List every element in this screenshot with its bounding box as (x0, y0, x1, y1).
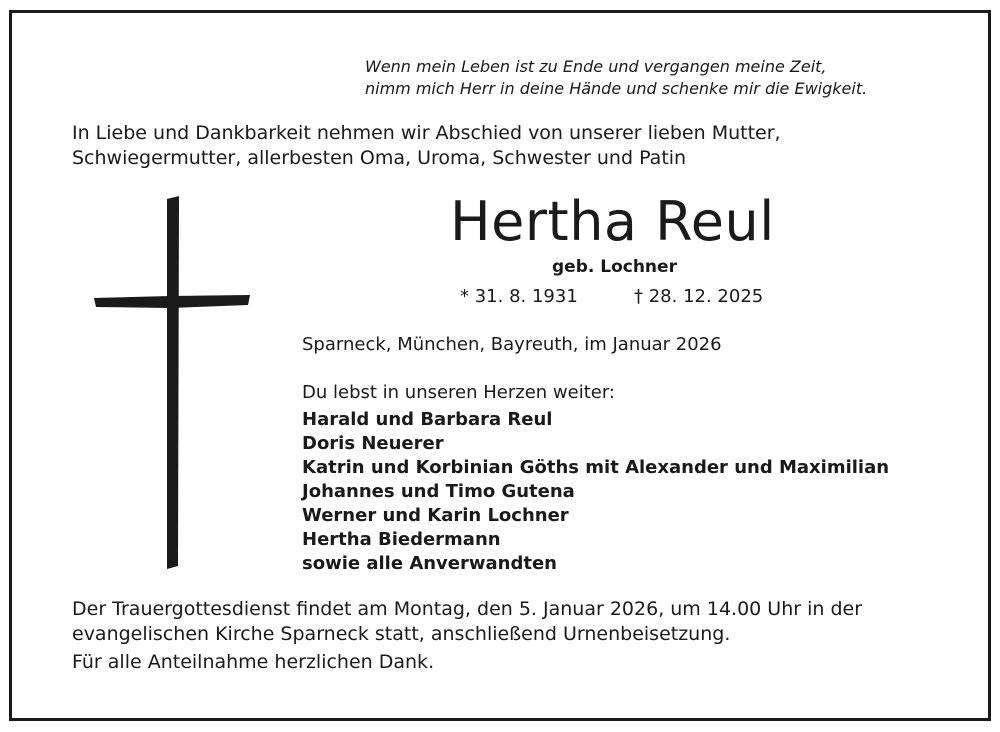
intro-text (72, 121, 781, 171)
place-date: Sparneck, München, Bayreuth, im Januar 2026 (302, 334, 722, 355)
service-info (72, 597, 862, 647)
intro-line-2: Schwiegermutter, allerbesten Oma, Uroma, Schwester und Patin (72, 147, 687, 169)
death-date: † 28. 12. 2025 (634, 286, 764, 307)
mourner-item: Werner und Karin Lochner (302, 505, 569, 526)
deceased-name: Hertha Reul (450, 190, 775, 253)
cross-icon (90, 194, 256, 574)
mourner-item: Doris Neuerer (302, 433, 444, 454)
service-line-2: evangelischen Kirche Sparneck statt, anschließend Urnenbeisetzung. (72, 623, 731, 645)
mourners-list (302, 408, 889, 576)
quote-block (365, 56, 867, 100)
birth-date: * 31. 8. 1931 (460, 286, 578, 307)
mourner-item: sowie alle Anverwandten (302, 553, 557, 574)
service-line-1: Der Trauergottesdienst findet am Montag, den 5. Januar 2026, um 14.00 Uhr in der (72, 598, 863, 620)
quote-line-2: nimm mich Herr in deine Hände und schenke mir die Ewigkeit. (365, 79, 868, 98)
mourner-item: Johannes und Timo Gutena (302, 481, 575, 502)
mourner-item: Katrin und Korbinian Göths mit Alexander und Maximilian (302, 457, 890, 478)
mourner-item: Harald und Barbara Reul (302, 409, 553, 430)
heart-line: Du lebst in unseren Herzen weiter: (302, 382, 615, 403)
thanks-line: Für alle Anteilnahme herzlichen Dank. (72, 651, 435, 673)
intro-line-1: In Liebe und Dankbarkeit nehmen wir Abschied von unserer lieben Mutter, (72, 122, 781, 144)
maiden-name: geb. Lochner (552, 257, 677, 277)
mourner-item: Hertha Biedermann (302, 529, 501, 550)
quote-line-1: Wenn mein Leben ist zu Ende und vergangen meine Zeit, (365, 57, 827, 76)
